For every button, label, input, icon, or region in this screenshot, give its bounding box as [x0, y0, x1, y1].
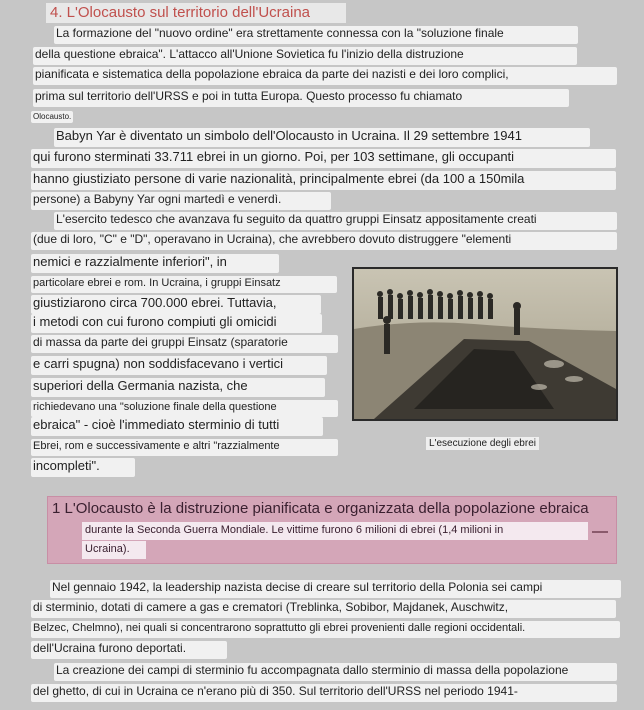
p2-line-2: qui furono sterminati 33.711 ebrei in un giorno. Poi, per 103 settimane, gli occupanti: [31, 149, 616, 168]
p1-line-4: prima sul territorio dell'URSS e poi in tutta Europa. Questo processo fu chiamato: [33, 89, 569, 107]
execution-photo: [352, 267, 618, 421]
footnote-title: 1 L'Olocausto è la distruzione pianificata e organizzata della popolazione ebraica: [52, 500, 589, 517]
p1-line-1: La formazione del "nuovo ordine" era strettamente connessa con la "soluzione finale: [54, 26, 578, 44]
p3-col-line-5: di massa da parte dei gruppi Einsatz (sparatorie: [31, 335, 338, 353]
p4-line-3: Belzec, Chelmno), nei quali si concentrarono soprattutto gli ebrei provenienti dalle regioni occidentali.: [31, 621, 620, 638]
p3-col-line-9: ebraica" - cioè l'immediato sterminio di tutti: [31, 417, 323, 436]
p3-line-1: L'esercito tedesco che avanzava fu seguito da quattro gruppi Einsatz appositamente creati: [54, 212, 617, 230]
p2-line-1: Babyn Yar è diventato un simbolo dell'Olocausto in Ucraina. Il 29 settembre 1941: [54, 128, 590, 147]
p3-col-line-7: superiori della Germania nazista, che: [31, 378, 325, 397]
p3-col-line-4: i metodi con cui furono compiuti gli omicidi: [31, 314, 322, 333]
execution-photo-image: [354, 269, 616, 419]
footnote-line-2: Ucraina).: [82, 541, 146, 559]
p3-col-line-10: Ebrei, rom e successivamente e altri "razzialmente: [31, 439, 338, 456]
photo-caption: L'esecuzione degli ebrei: [426, 437, 539, 450]
p3-col-line-1: nemici e razzialmente inferiori", in: [31, 254, 279, 273]
p5-line-2: del ghetto, di cui in Ucraina ce n'erano più di 350. Sul territorio dell'URSS nel periodo 1941-: [31, 684, 617, 702]
p1-line-3: pianificata e sistematica della popolazione ebraica da parte dei nazisti e dei loro complici,: [33, 67, 617, 85]
p3-col-line-8: richiedevano una "soluzione finale della questione: [31, 400, 338, 417]
p3-col-line-11: incompleti".: [31, 458, 135, 477]
footnote-dash: [592, 531, 608, 533]
p3-col-line-2: particolare ebrei e rom. In Ucraina, i gruppi Einsatz: [31, 276, 337, 293]
p4-line-4: dell'Ucraina furono deportati.: [31, 641, 227, 659]
p2-line-4: persone) a Babyny Yar ogni martedì e venerdì.: [31, 192, 331, 210]
p3-col-line-6: e carri spugna) non soddisfacevano i vertici: [31, 356, 327, 375]
p4-line-1: Nel gennaio 1942, la leadership nazista decise di creare sul territorio della Polonia sei campi: [50, 580, 621, 598]
p3-line-2: (due di loro, "C" e "D", operavano in Ucraina), che avrebbero dovuto distruggere "elementi: [31, 232, 617, 250]
p1-line-5: Olocausto.: [33, 112, 72, 121]
p5-line-1: La creazione dei campi di sterminio fu accompagnata dallo sterminio di massa della popolazione: [54, 663, 617, 681]
p3-col-line-3: giustiziarono circa 700.000 ebrei. Tuttavia,: [31, 295, 321, 314]
section-title: 4. L'Olocausto sul territorio dell'Ucraina: [46, 3, 346, 23]
p1-line-2: della questione ebraica". L'attacco all'Unione Sovietica fu l'inizio della distruzione: [33, 47, 577, 65]
p4-line-2: di sterminio, dotati di camere a gas e crematori (Treblinka, Sobibor, Majdanek, Auschwitz,: [31, 600, 616, 618]
footnote-line-1: durante la Seconda Guerra Mondiale. Le vittime furono 6 milioni di ebrei (1,4 milioni in: [82, 522, 588, 540]
p2-line-3: hanno giustiziato persone di varie nazionalità, principalmente ebrei (da 100 a 150mila: [31, 171, 616, 190]
